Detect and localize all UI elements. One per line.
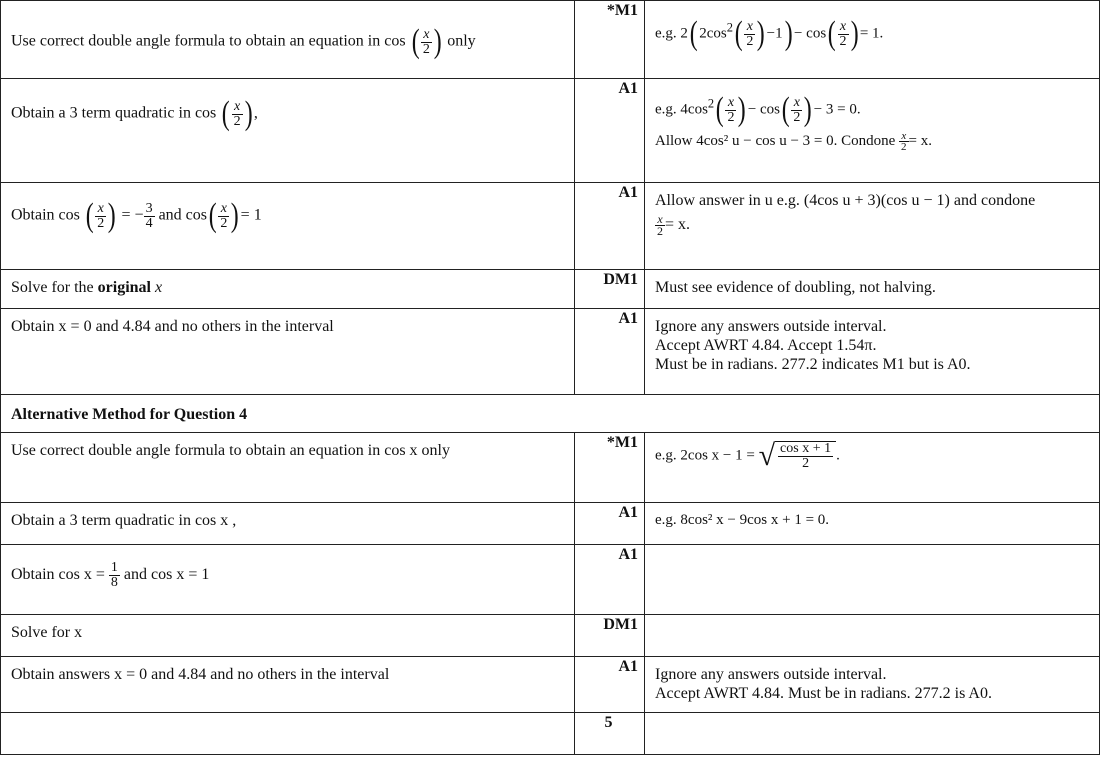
- section-heading: Alternative Method for Question 4: [1, 395, 1100, 433]
- row-description: Obtain a 3 term quadratic in cos ( $\frac{x}{2}$ ) ,: [1, 79, 575, 183]
- table-row: [1, 395, 1100, 433]
- row-description: Solve for x: [1, 615, 575, 657]
- table-row: [1, 615, 1100, 657]
- row-guidance: e.g. 8cos² x − 9cos x + 1 = 0.: [645, 503, 1100, 545]
- table-row: [1, 503, 1100, 545]
- row-description: [1, 713, 575, 755]
- table-row: [1, 657, 1100, 713]
- row-description: Obtain cos x = $\frac{1}{8}$ and cos x = 1: [1, 545, 575, 615]
- row-mark: DM1: [575, 615, 645, 657]
- row-guidance: Ignore any answers outside interval. Accept AWRT 4.84. Must be in radians. 277.2 is A0.: [645, 657, 1100, 713]
- row-description: Obtain a 3 term quadratic in cos x ,: [1, 503, 575, 545]
- row-description: Obtain answers x = 0 and 4.84 and no others in the interval: [1, 657, 575, 713]
- table-row: [1, 79, 1100, 183]
- row-description: Solve for the original x: [1, 270, 575, 309]
- table-row: [1, 309, 1100, 395]
- row-mark: DM1: [575, 270, 645, 309]
- row-mark: A1: [575, 545, 645, 615]
- row-description: Use correct double angle formula to obtain an equation in cos x only: [1, 433, 575, 503]
- row-mark: A1: [575, 503, 645, 545]
- table-row: [1, 433, 1100, 503]
- row-mark: A1: [575, 309, 645, 395]
- row-guidance: e.g. 2cos x − 1 = √ $\frac{\text{cos x + 1}}{2}$ .: [645, 433, 1100, 503]
- row-mark: *M1: [575, 1, 645, 79]
- row-guidance: Allow answer in u e.g. (4cos u + 3)(cos u − 1) and condone $\frac{x}{2}$ = x.: [645, 183, 1100, 270]
- table-row: [1, 183, 1100, 270]
- row-description: Obtain x = 0 and 4.84 and no others in the interval: [1, 309, 575, 395]
- row-guidance: Must see evidence of doubling, not halving.: [645, 270, 1100, 309]
- row-guidance: e.g. $4\cos^2$( $\frac{x}{2}$ ) − cos( $\frac{x}{2}$ ) − 3 = 0. Allow 4cos² u − cos u − 3 = 0. Condone $\frac{x}{2}$ = x.: [645, 79, 1100, 183]
- table-row: [1, 1, 1100, 79]
- table-row: [1, 270, 1100, 309]
- row-mark: A1: [575, 183, 645, 270]
- row-guidance: Ignore any answers outside interval. Accept AWRT 4.84. Accept 1.54π. Must be in radians. 277.2 indicates M1 but is A0.: [645, 309, 1100, 395]
- row-guidance: e.g. 2( $2\cos^2$( $\frac{x}{2}$ ) −1) − cos( $\frac{x}{2}$ ) = 1.: [645, 1, 1100, 79]
- row-mark: A1: [575, 79, 645, 183]
- row-guidance: [645, 615, 1100, 657]
- total-mark: 5: [575, 713, 645, 755]
- row-guidance: [645, 713, 1100, 755]
- row-description: Use correct double angle formula to obtain an equation in cos ( $\frac{x}{2}$ ) only: [1, 1, 575, 79]
- row-description: Obtain cos ( $\frac{x}{2}$ ) = − $\frac{3}{4}$ and cos( $\frac{x}{2}$ ) = 1: [1, 183, 575, 270]
- row-mark: A1: [575, 657, 645, 713]
- row-mark: *M1: [575, 433, 645, 503]
- table-row-total: [1, 713, 1100, 755]
- row-guidance: [645, 545, 1100, 615]
- table-row: [1, 545, 1100, 615]
